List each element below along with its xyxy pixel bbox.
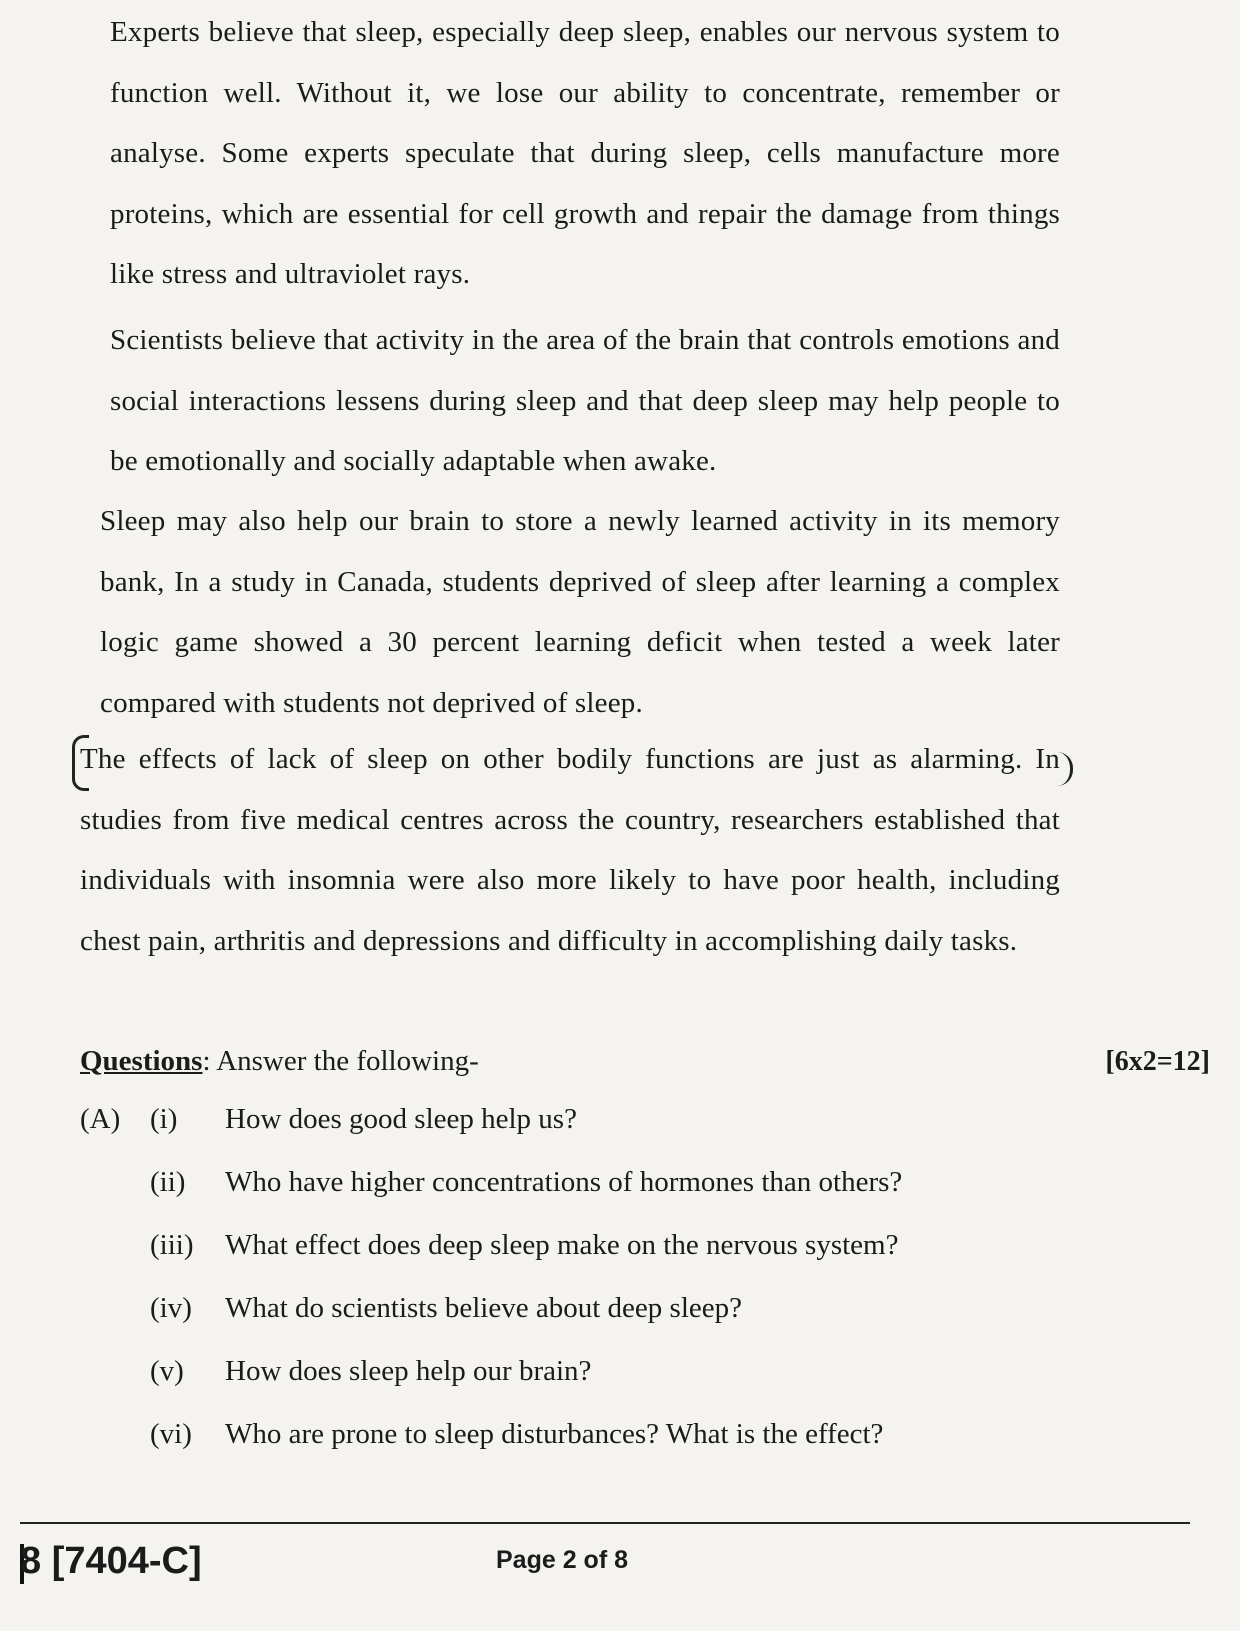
question-number: (ii) bbox=[150, 1166, 186, 1198]
question-item bbox=[80, 1418, 1080, 1481]
questions-heading-text bbox=[80, 1045, 479, 1078]
question-number: (iv) bbox=[150, 1292, 192, 1324]
question-item bbox=[80, 1166, 1080, 1229]
paper-code: 8 [7404-C] bbox=[20, 1540, 202, 1582]
passage-paragraph-3: Sleep may also help our brain to store a newly learned activity in its memory bank, In a study in Canada, students deprived of sleep after learning a complex logic game showed a 30 percent learning deficit when tested a week later compared with students not deprived of sleep. bbox=[100, 505, 1060, 719]
page-number: Page 2 of 8 bbox=[496, 1546, 628, 1574]
question-list bbox=[80, 1103, 1080, 1481]
passage-paragraph-1: Experts believe that sleep, especially deep sleep, enables our nervous system to function well. Without it, we lose our ability to concentrate, remember or analyse. Some experts speculate that during sleep, cells manufacture more proteins, which are essential for cell growth and repair the damage from things like stress and ultraviolet rays. bbox=[110, 16, 1060, 290]
question-item bbox=[80, 1355, 1080, 1418]
questions-instruction: : Answer the following- bbox=[202, 1045, 479, 1077]
question-number: (iii) bbox=[150, 1229, 194, 1261]
question-item bbox=[80, 1229, 1080, 1292]
questions-heading bbox=[80, 1045, 1210, 1078]
handwritten-bracket-right bbox=[1052, 752, 1073, 786]
marks-allocation: [6x2=12] bbox=[1105, 1046, 1210, 1077]
question-text: What effect does deep sleep make on the nervous system? bbox=[225, 1229, 899, 1261]
footer-rule bbox=[20, 1522, 1190, 1524]
question-text: Who are prone to sleep disturbances? What is the effect? bbox=[225, 1418, 884, 1450]
question-text: How does sleep help our brain? bbox=[225, 1355, 592, 1387]
passage-paragraph-4: The effects of lack of sleep on other bodily functions are just as alarming. In studies from five medical centres across the country, researchers established that individuals with insomnia were also more likely to have poor health, including chest pain, arthritis and depressions and difficulty in accomplishing daily tasks. bbox=[80, 743, 1060, 957]
question-text: How does good sleep help us? bbox=[225, 1103, 577, 1135]
questions-label: Questions bbox=[80, 1045, 203, 1077]
question-number: (v) bbox=[150, 1355, 184, 1387]
page-footer bbox=[20, 1540, 1220, 1600]
passage-paragraph-2: Scientists believe that activity in the area of the brain that controls emotions and social interactions lessens during sleep and that deep sleep may help people to be emotionally and socially adaptable when awake. bbox=[110, 324, 1060, 477]
question-item bbox=[80, 1292, 1080, 1355]
question-text: Who have higher concentrations of hormones than others? bbox=[225, 1166, 903, 1198]
question-number: (i) bbox=[150, 1103, 178, 1135]
question-number: (vi) bbox=[150, 1418, 192, 1450]
question-text: What do scientists believe about deep sleep? bbox=[225, 1292, 742, 1324]
question-item bbox=[80, 1103, 1080, 1166]
question-section-label: (A) bbox=[80, 1103, 121, 1135]
